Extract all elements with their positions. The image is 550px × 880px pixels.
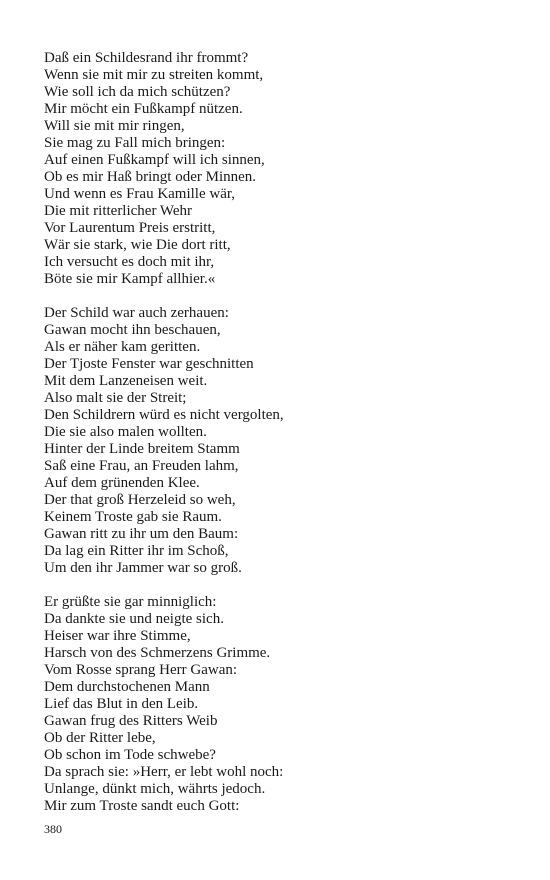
stanza <box>44 594 524 815</box>
verse-line: Mit dem Lanzeneisen weit. <box>44 373 208 389</box>
verse-line: Ob schon im Tode schwebe? <box>44 747 216 763</box>
verse-line: Er grüßte sie gar minniglich: <box>44 594 217 610</box>
verse-line: Da lag ein Ritter ihr im Schoß, <box>44 543 229 559</box>
verse-line: Da sprach sie: »Herr, er lebt wohl noch: <box>44 764 284 780</box>
verse-line: Die sie also malen wollten. <box>44 424 207 440</box>
verse-line: Wär sie stark, wie Die dort ritt, <box>44 237 231 253</box>
stanza <box>44 50 524 288</box>
verse-line: Da dankte sie und neigte sich. <box>44 611 224 627</box>
verse-line: Der Schild war auch zerhauen: <box>44 305 229 321</box>
verse-line: Hinter der Linde breitem Stamm <box>44 441 240 457</box>
verse-line: Unlange, dünkt mich, währts jedoch. <box>44 781 266 797</box>
verse-line: Den Schildrern würd es nicht vergolten, <box>44 407 284 423</box>
verse-line: Gawan mocht ihn beschauen, <box>44 322 221 338</box>
verse-line: Dem durchstochenen Mann <box>44 679 210 695</box>
verse-line: Keinem Troste gab sie Raum. <box>44 509 222 525</box>
verse-line: Böte sie mir Kampf allhier.« <box>44 271 216 287</box>
verse-line: Auf dem grünenden Klee. <box>44 475 200 491</box>
verse-line: Mir zum Troste sandt euch Gott: <box>44 798 240 814</box>
verse-line: Heiser war ihre Stimme, <box>44 628 191 644</box>
stanza <box>44 305 524 577</box>
verse-line: Harsch von des Schmerzens Grimme. <box>44 645 271 661</box>
verse-line: Mir möcht ein Fußkampf nützen. <box>44 101 243 117</box>
verse-line: Vor Laurentum Preis erstritt, <box>44 220 216 236</box>
verse-line: Ob es mir Haß bringt oder Minnen. <box>44 169 257 185</box>
verse-line: Sie mag zu Fall mich bringen: <box>44 135 226 151</box>
verse-line: Lief das Blut in den Leib. <box>44 696 199 712</box>
verse-line: Die mit ritterlicher Wehr <box>44 203 193 219</box>
verse-line: Ob der Ritter lebe, <box>44 730 156 746</box>
verse-line: Wenn sie mit mir zu streiten kommt, <box>44 67 264 83</box>
verse-line: Gawan ritt zu ihr um den Baum: <box>44 526 239 542</box>
verse-line: Also malt sie der Streit; <box>44 390 187 406</box>
verse-line: Saß eine Frau, an Freuden lahm, <box>44 458 239 474</box>
verse-line: Auf einen Fußkampf will ich sinnen, <box>44 152 265 168</box>
poem-text <box>44 50 524 832</box>
verse-line: Ich versucht es doch mit ihr, <box>44 254 215 270</box>
verse-line: Gawan frug des Ritters Weib <box>44 713 218 729</box>
verse-line: Der Tjoste Fenster war geschnitten <box>44 356 254 372</box>
verse-line: Will sie mit mir ringen, <box>44 118 185 134</box>
verse-line: Der that groß Herzeleid so weh, <box>44 492 236 508</box>
verse-line: Als er näher kam geritten. <box>44 339 201 355</box>
verse-line: Um den ihr Jammer war so groß. <box>44 560 242 576</box>
page-number: 380 <box>44 822 62 836</box>
verse-line: Vom Rosse sprang Herr Gawan: <box>44 662 238 678</box>
verse-line: Wie soll ich da mich schützen? <box>44 84 231 100</box>
verse-line: Daß ein Schildesrand ihr frommt? <box>44 50 249 66</box>
verse-line: Und wenn es Frau Kamille wär, <box>44 186 236 202</box>
